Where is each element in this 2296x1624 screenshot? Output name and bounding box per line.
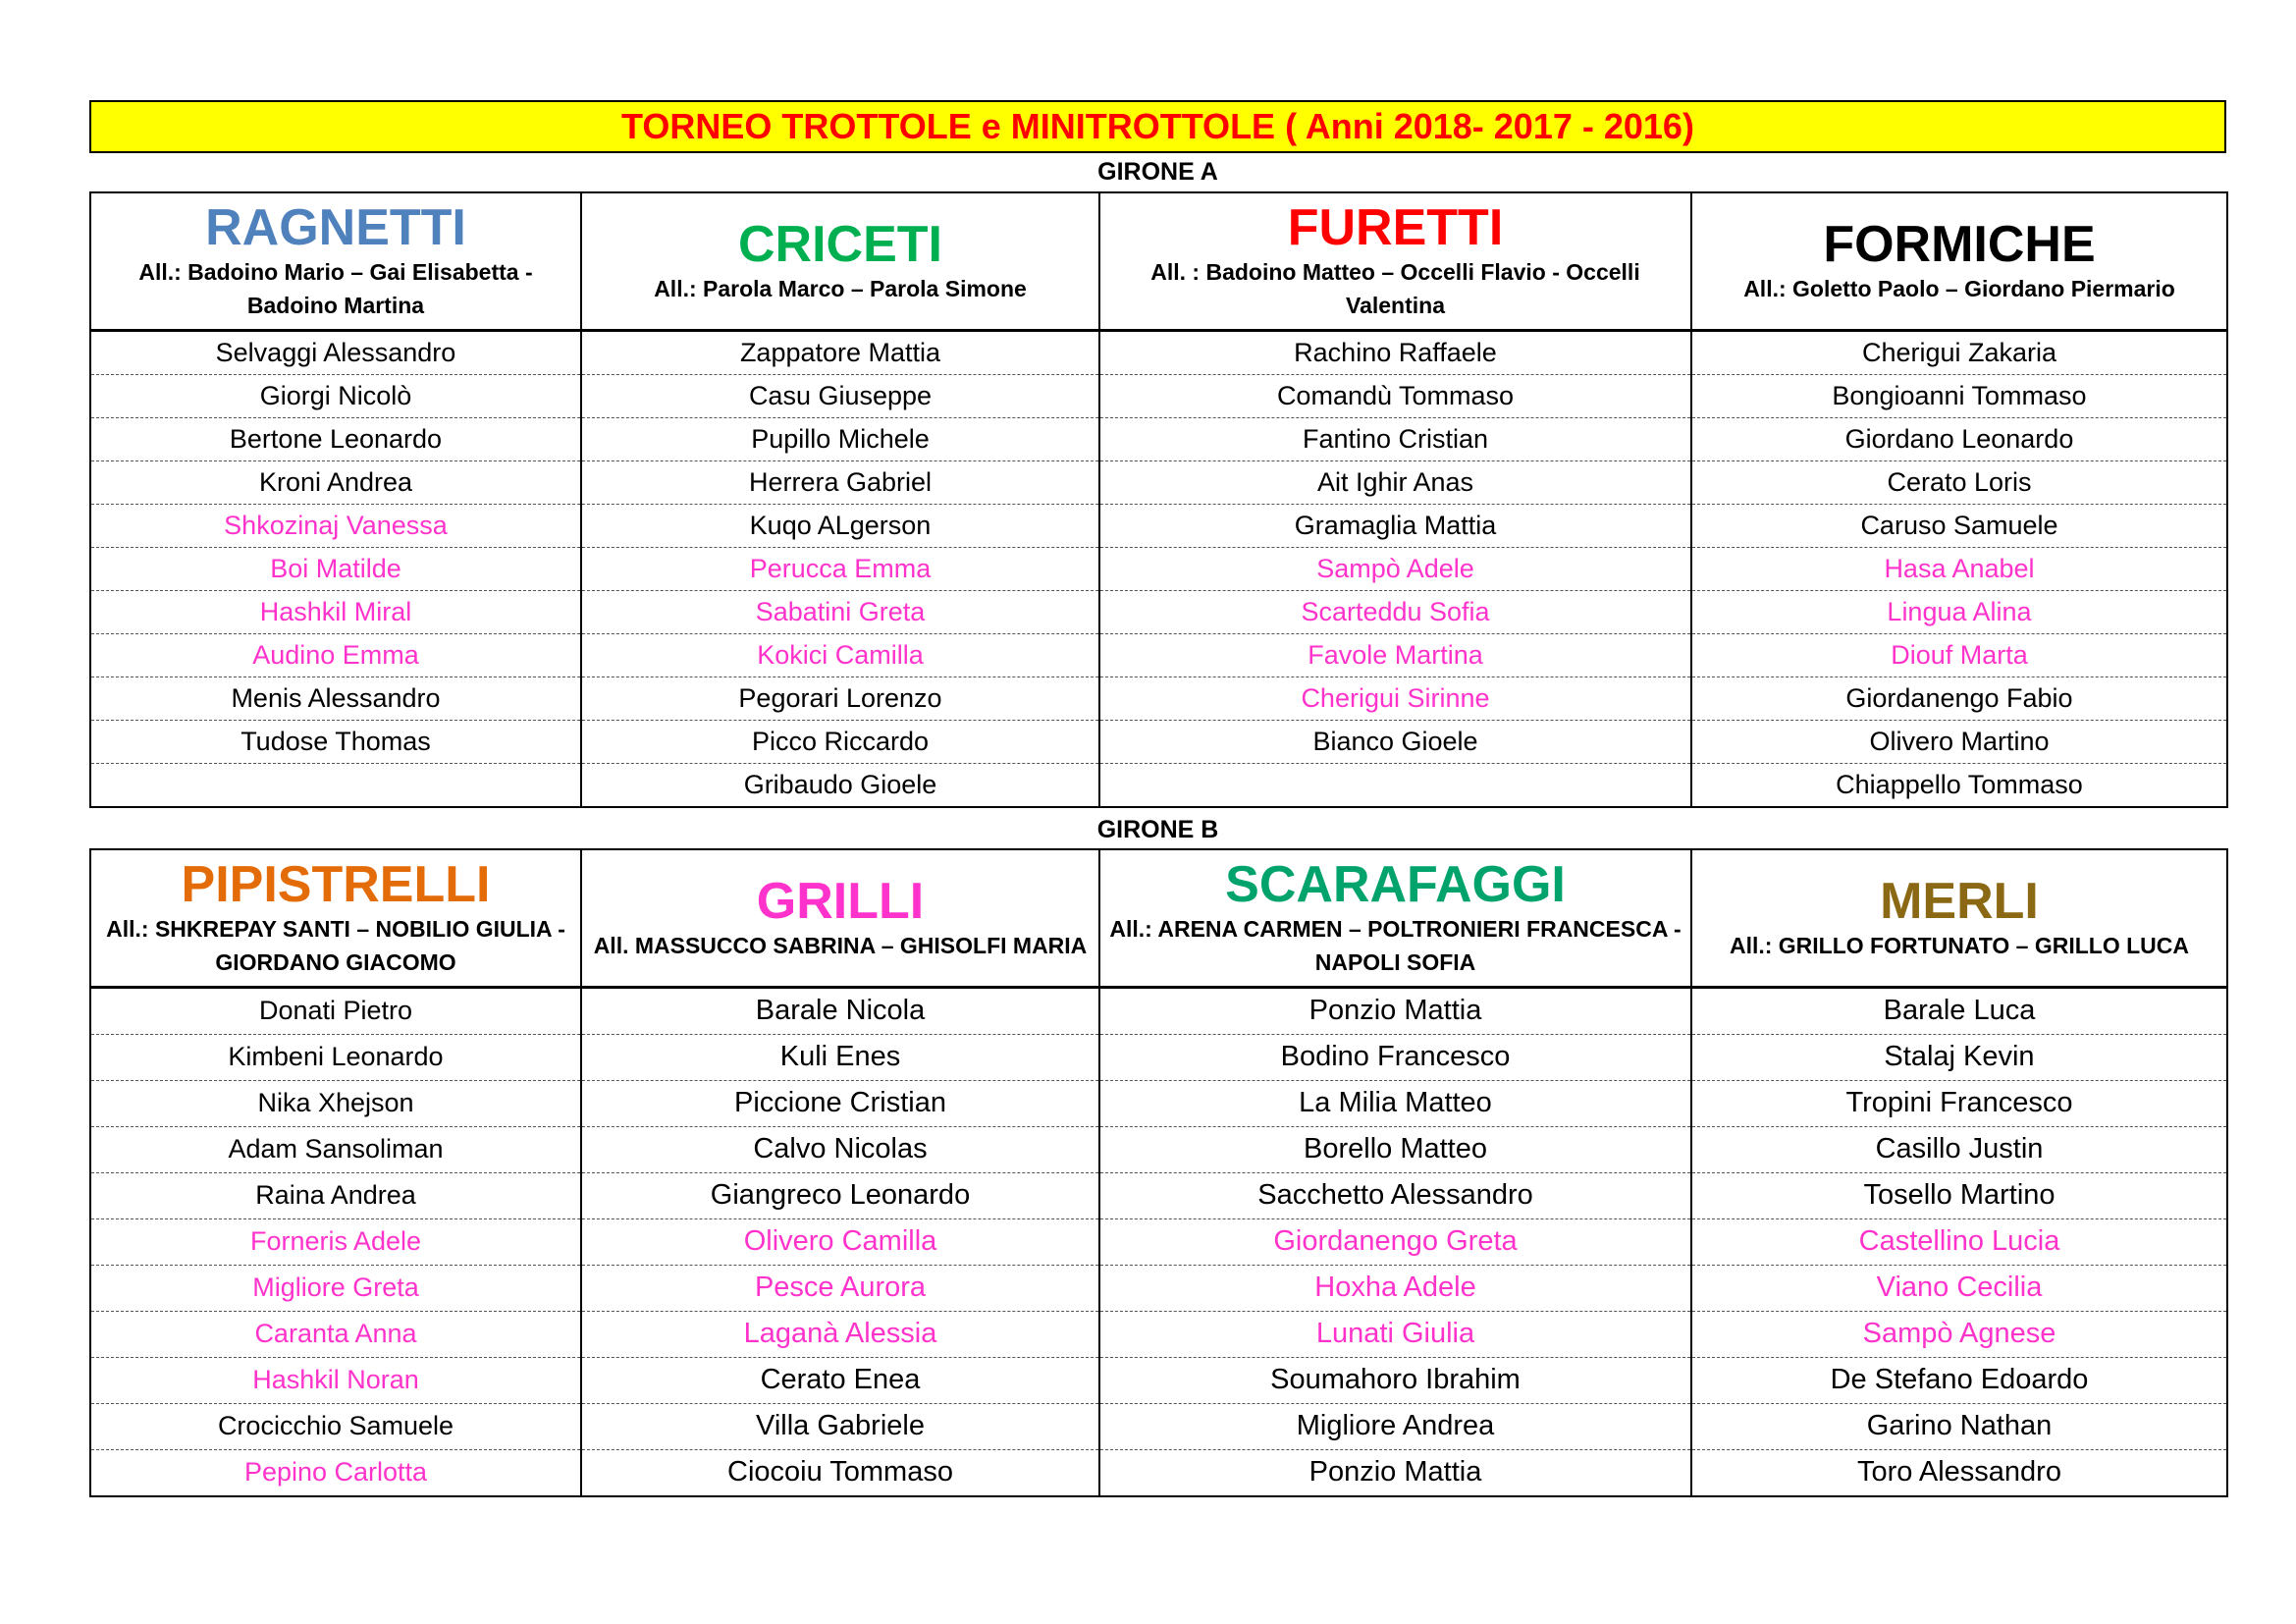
player-cell: Crocicchio Samuele bbox=[90, 1403, 581, 1449]
player-cell: Giorgi Nicolò bbox=[90, 374, 581, 417]
player-cell: Hashkil Miral bbox=[90, 590, 581, 633]
player-cell: Caranta Anna bbox=[90, 1311, 581, 1357]
player-cell: Giordanengo Greta bbox=[1099, 1218, 1691, 1265]
table-row bbox=[90, 763, 2227, 807]
player-cell: Menis Alessandro bbox=[90, 677, 581, 720]
table-row bbox=[90, 1265, 2227, 1311]
table-row bbox=[90, 1449, 2227, 1496]
player-cell: Picco Riccardo bbox=[581, 720, 1099, 763]
player-cell: Sacchetto Alessandro bbox=[1099, 1172, 1691, 1218]
player-cell: Tosello Martino bbox=[1691, 1172, 2227, 1218]
player-cell: Pesce Aurora bbox=[581, 1265, 1099, 1311]
player-cell: Cherigui Sirinne bbox=[1099, 677, 1691, 720]
team-coaches: All.: Badoino Mario – Gai Elisabetta - Badoino Martina bbox=[138, 258, 533, 318]
player-cell: Shkozinaj Vanessa bbox=[90, 504, 581, 547]
player-cell: Ponzio Mattia bbox=[1099, 1449, 1691, 1496]
team-coaches: All. MASSUCCO SABRINA – GHISOLFI MARIA bbox=[593, 932, 1088, 958]
player-cell: Tropini Francesco bbox=[1691, 1080, 2227, 1126]
team-name: MERLI bbox=[1880, 872, 2039, 930]
player-cell: Rachino Raffaele bbox=[1099, 330, 1691, 374]
player-cell: Migliore Andrea bbox=[1099, 1403, 1691, 1449]
player-cell: Diouf Marta bbox=[1691, 633, 2227, 677]
player-cell: Fantino Cristian bbox=[1099, 417, 1691, 460]
player-cell: Hoxha Adele bbox=[1099, 1265, 1691, 1311]
player-cell: Forneris Adele bbox=[90, 1218, 581, 1265]
player-cell: Cerato Loris bbox=[1691, 460, 2227, 504]
girone-b-body bbox=[90, 987, 2227, 1496]
player-cell: Castellino Lucia bbox=[1691, 1218, 2227, 1265]
player-cell: Migliore Greta bbox=[90, 1265, 581, 1311]
team-header-ragnetti bbox=[90, 192, 581, 330]
player-cell: Viano Cecilia bbox=[1691, 1265, 2227, 1311]
table-row bbox=[90, 1126, 2227, 1172]
page-title: TORNEO TROTTOLE e MINITROTTOLE ( Anni 2018- 2017 - 2016) bbox=[89, 100, 2226, 153]
team-header-pipistrelli bbox=[90, 849, 581, 987]
team-header-row bbox=[90, 849, 2227, 987]
table-row bbox=[90, 987, 2227, 1034]
player-cell: Olivero Martino bbox=[1691, 720, 2227, 763]
player-cell: Lingua Alina bbox=[1691, 590, 2227, 633]
player-cell: Audino Emma bbox=[90, 633, 581, 677]
player-cell: Giangreco Leonardo bbox=[581, 1172, 1099, 1218]
player-cell bbox=[90, 763, 581, 807]
team-header-furetti bbox=[1099, 192, 1691, 330]
girone-a-label: GIRONE A bbox=[1097, 158, 1218, 186]
table-row bbox=[90, 417, 2227, 460]
player-cell: Ponzio Mattia bbox=[1099, 987, 1691, 1034]
player-cell: Pepino Carlotta bbox=[90, 1449, 581, 1496]
player-cell: Perucca Emma bbox=[581, 547, 1099, 590]
player-cell: Zappatore Mattia bbox=[581, 330, 1099, 374]
team-name: SCARAFAGGI bbox=[1225, 855, 1566, 913]
player-cell: Laganà Alessia bbox=[581, 1311, 1099, 1357]
player-cell: Donati Pietro bbox=[90, 987, 581, 1034]
team-coaches: All.: Goletto Paolo – Giordano Piermario bbox=[1743, 275, 2175, 301]
player-cell: Tudose Thomas bbox=[90, 720, 581, 763]
table-row bbox=[90, 720, 2227, 763]
player-cell: Scarteddu Sofia bbox=[1099, 590, 1691, 633]
player-cell: Sampò Adele bbox=[1099, 547, 1691, 590]
player-cell: Sabatini Greta bbox=[581, 590, 1099, 633]
girone-b-label: GIRONE B bbox=[1096, 816, 1219, 843]
team-header-criceti bbox=[581, 192, 1099, 330]
girone-a-table bbox=[89, 191, 2228, 808]
player-cell: Ait Ighir Anas bbox=[1099, 460, 1691, 504]
table-row bbox=[90, 1034, 2227, 1080]
team-header-merli bbox=[1691, 849, 2227, 987]
player-cell: Kimbeni Leonardo bbox=[90, 1034, 581, 1080]
player-cell: Kroni Andrea bbox=[90, 460, 581, 504]
player-cell: Hashkil Noran bbox=[90, 1357, 581, 1403]
player-cell: La Milia Matteo bbox=[1099, 1080, 1691, 1126]
team-header-row bbox=[90, 192, 2227, 330]
player-cell: Chiappello Tommaso bbox=[1691, 763, 2227, 807]
player-cell: Giordanengo Fabio bbox=[1691, 677, 2227, 720]
player-cell: Boi Matilde bbox=[90, 547, 581, 590]
player-cell: Lunati Giulia bbox=[1099, 1311, 1691, 1357]
table-row bbox=[90, 460, 2227, 504]
team-name: RAGNETTI bbox=[205, 198, 466, 256]
player-cell: Cherigui Zakaria bbox=[1691, 330, 2227, 374]
team-header-formiche bbox=[1691, 192, 2227, 330]
player-cell: Caruso Samuele bbox=[1691, 504, 2227, 547]
player-cell: Kuli Enes bbox=[581, 1034, 1099, 1080]
team-name: FORMICHE bbox=[1823, 215, 2096, 273]
player-cell: Piccione Cristian bbox=[581, 1080, 1099, 1126]
girone-b-table bbox=[89, 848, 2228, 1497]
player-cell: Borello Matteo bbox=[1099, 1126, 1691, 1172]
team-name: PIPISTRELLI bbox=[181, 855, 491, 913]
table-row bbox=[90, 1080, 2227, 1126]
player-cell: Kokici Camilla bbox=[581, 633, 1099, 677]
player-cell bbox=[1099, 763, 1691, 807]
player-cell: Gribaudo Gioele bbox=[581, 763, 1099, 807]
player-cell: Soumahoro Ibrahim bbox=[1099, 1357, 1691, 1403]
table-row bbox=[90, 1218, 2227, 1265]
team-coaches: All.: SHKREPAY SANTI – NOBILIO GIULIA - GIORDANO GIACOMO bbox=[106, 915, 565, 975]
table-row bbox=[90, 590, 2227, 633]
player-cell: Raina Andrea bbox=[90, 1172, 581, 1218]
player-cell: Ciocoiu Tommaso bbox=[581, 1449, 1099, 1496]
table-row bbox=[90, 330, 2227, 374]
player-cell: Herrera Gabriel bbox=[581, 460, 1099, 504]
player-cell: Selvaggi Alessandro bbox=[90, 330, 581, 374]
player-cell: Casu Giuseppe bbox=[581, 374, 1099, 417]
player-cell: Cerato Enea bbox=[581, 1357, 1099, 1403]
player-cell: Favole Martina bbox=[1099, 633, 1691, 677]
table-row bbox=[90, 504, 2227, 547]
player-cell: Toro Alessandro bbox=[1691, 1449, 2227, 1496]
player-cell: Bongioanni Tommaso bbox=[1691, 374, 2227, 417]
table-row bbox=[90, 677, 2227, 720]
table-row bbox=[90, 374, 2227, 417]
player-cell: Calvo Nicolas bbox=[581, 1126, 1099, 1172]
player-cell: Bianco Gioele bbox=[1099, 720, 1691, 763]
player-cell: Gramaglia Mattia bbox=[1099, 504, 1691, 547]
team-header-scarafaggi bbox=[1099, 849, 1691, 987]
table-row bbox=[90, 1403, 2227, 1449]
player-cell: Barale Luca bbox=[1691, 987, 2227, 1034]
table-row bbox=[90, 633, 2227, 677]
player-cell: Pupillo Michele bbox=[581, 417, 1099, 460]
team-name: FURETTI bbox=[1287, 198, 1504, 256]
team-coaches: All. : Badoino Matteo – Occelli Flavio - Occelli Valentina bbox=[1150, 258, 1640, 318]
player-cell: Bertone Leonardo bbox=[90, 417, 581, 460]
table-row bbox=[90, 547, 2227, 590]
player-cell: Kuqo ALgerson bbox=[581, 504, 1099, 547]
player-cell: Casillo Justin bbox=[1691, 1126, 2227, 1172]
player-cell: Adam Sansoliman bbox=[90, 1126, 581, 1172]
player-cell: Giordano Leonardo bbox=[1691, 417, 2227, 460]
table-row bbox=[90, 1311, 2227, 1357]
team-coaches: All.: GRILLO FORTUNATO – GRILLO LUCA bbox=[1729, 932, 2190, 958]
player-cell: Pegorari Lorenzo bbox=[581, 677, 1099, 720]
table-row bbox=[90, 1357, 2227, 1403]
player-cell: Stalaj Kevin bbox=[1691, 1034, 2227, 1080]
team-name: GRILLI bbox=[756, 872, 925, 930]
girone-a-body bbox=[90, 330, 2227, 807]
player-cell: Garino Nathan bbox=[1691, 1403, 2227, 1449]
table-row bbox=[90, 1172, 2227, 1218]
player-cell: De Stefano Edoardo bbox=[1691, 1357, 2227, 1403]
player-cell: Comandù Tommaso bbox=[1099, 374, 1691, 417]
player-cell: Hasa Anabel bbox=[1691, 547, 2227, 590]
team-coaches: All.: ARENA CARMEN – POLTRONIERI FRANCESCA - NAPOLI SOFIA bbox=[1109, 915, 1682, 975]
player-cell: Nika Xhejson bbox=[90, 1080, 581, 1126]
player-cell: Bodino Francesco bbox=[1099, 1034, 1691, 1080]
team-header-grilli bbox=[581, 849, 1099, 987]
team-name: CRICETI bbox=[738, 215, 942, 273]
player-cell: Olivero Camilla bbox=[581, 1218, 1099, 1265]
player-cell: Sampò Agnese bbox=[1691, 1311, 2227, 1357]
player-cell: Villa Gabriele bbox=[581, 1403, 1099, 1449]
player-cell: Barale Nicola bbox=[581, 987, 1099, 1034]
team-coaches: All.: Parola Marco – Parola Simone bbox=[654, 275, 1027, 301]
